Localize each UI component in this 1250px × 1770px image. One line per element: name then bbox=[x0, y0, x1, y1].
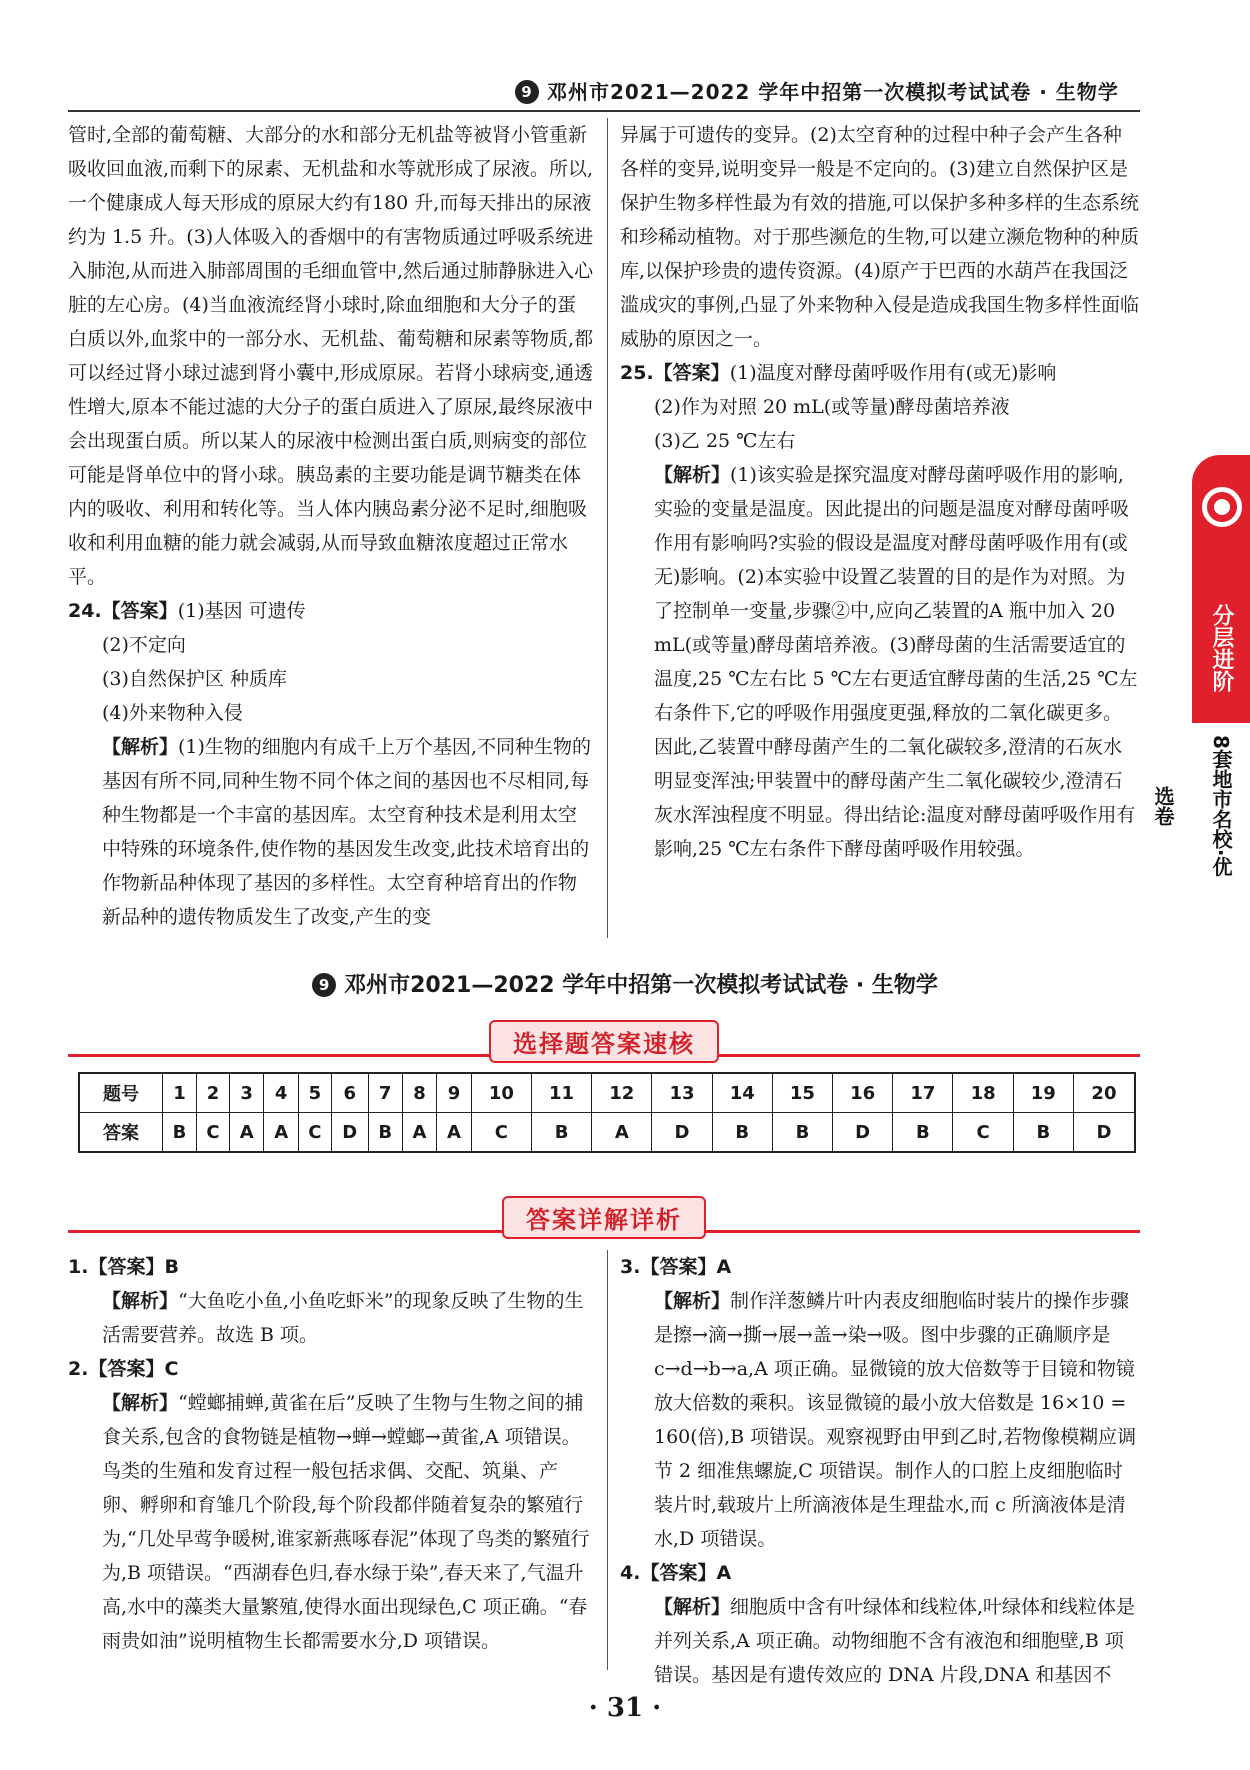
question-number-cell: 15 bbox=[772, 1073, 832, 1113]
answer-cell: B bbox=[1013, 1113, 1073, 1153]
question-number-cell: 9 bbox=[437, 1073, 472, 1113]
analysis-25: 【解析】(1)该实验是探究温度对酵母菌呼吸作用的影响,实验的变量是温度。因此提出的问题是温度对酵母菌呼吸作用有影响吗?实验的假设是温度对酵母菌呼吸作用有(或无)影响。(2)本实验中设置乙装置的目的是作为对照。为了控制单一变量,步骤②中,应向乙装置的A 瓶中加入 20 mL(或等量)酵母菌培养液。(3)酵母菌的生活需要适宜的温度,25 ℃左右比 5 ℃左右更适宜酵母菌的生活,25 ℃左右条件下,它的呼吸作用强度更强,释放的二氧化碳更多。因此,乙装置中酵母菌产生的二氧化碳较多,澄清的石灰水明显变浑浊;甲装置中的酵母菌产生二氧化碳较少,澄清石灰水浑浊程度不明显。得出结论:温度对酵母菌呼吸作用有影响,25 ℃左右条件下酵母菌呼吸作用较强。 bbox=[654, 464, 1138, 860]
table-row-label: 题号 bbox=[79, 1073, 163, 1113]
answer-cell: B bbox=[163, 1113, 197, 1153]
detail-banner-label: 答案详解详析 bbox=[502, 1196, 706, 1239]
answer-line: (4)外来物种入侵 bbox=[102, 702, 243, 724]
quick-banner bbox=[68, 1020, 1140, 1060]
top-right-column bbox=[620, 118, 1140, 866]
bottom-left-column bbox=[68, 1250, 594, 1658]
table-row-label: 答案 bbox=[79, 1113, 163, 1153]
answer-table bbox=[78, 1072, 1136, 1153]
running-header bbox=[515, 76, 1119, 105]
answer-cell: C bbox=[298, 1113, 331, 1153]
answer-24: 24.【答案】(1)基因 可遗传 bbox=[68, 600, 306, 622]
question-number-cell: 16 bbox=[833, 1073, 893, 1113]
sidebar-black-label: 8套地市名校·优选卷 bbox=[1151, 735, 1233, 877]
question-number-cell: 8 bbox=[402, 1073, 437, 1113]
paragraph: 异属于可遗传的变异。(2)太空育种的过程中种子会产生各种各样的变异,说明变异一般是不定向的。(3)建立自然保护区是保护生物多样性最为有效的措施,可以保护多种多样的生态系统和珍稀动植物。对于那些濒危的生物,可以建立濒危物种的种质库,以保护珍贵的遗传资源。(4)原产于巴西的水葫芦在我国泛滥成灾的事例,凸显了外来物种入侵是造成我国生物多样性面临威胁的原因之一。 bbox=[620, 124, 1140, 350]
answer-1: 1.【答案】B bbox=[68, 1256, 179, 1278]
section-title bbox=[0, 968, 1250, 999]
question-number-cell: 4 bbox=[264, 1073, 299, 1113]
answer-cell: B bbox=[893, 1113, 953, 1153]
answer-cell: A bbox=[437, 1113, 472, 1153]
answer-cell: A bbox=[592, 1113, 652, 1153]
sidebar-tab bbox=[1151, 455, 1250, 885]
question-number-cell: 20 bbox=[1073, 1073, 1135, 1113]
answer-cell: D bbox=[1073, 1113, 1135, 1153]
question-number-cell: 12 bbox=[592, 1073, 652, 1113]
answer-cell: B bbox=[712, 1113, 772, 1153]
question-number-cell: 17 bbox=[893, 1073, 953, 1113]
answer-4: 4.【答案】A bbox=[620, 1562, 732, 1584]
sidebar-red-label: 分层进阶 bbox=[1192, 573, 1250, 723]
answer-line: (2)作为对照 20 mL(或等量)酵母菌培养液 bbox=[654, 396, 1010, 418]
answer-cell: C bbox=[197, 1113, 230, 1153]
answer-cell: C bbox=[471, 1113, 531, 1153]
header-rule bbox=[68, 110, 1140, 112]
answer-cell: B bbox=[772, 1113, 832, 1153]
column-divider bbox=[607, 118, 608, 938]
answer-25: 25.【答案】(1)温度对酵母菌呼吸作用有(或无)影响 bbox=[620, 362, 1057, 384]
answer-cell: C bbox=[953, 1113, 1013, 1153]
answer-cell: D bbox=[833, 1113, 893, 1153]
answer-line: (3)乙 25 ℃左右 bbox=[654, 430, 796, 452]
analysis-4: 【解析】细胞质中含有叶绿体和线粒体,叶绿体和线粒体是并列关系,A 项正确。动物细胞不含有液泡和细胞壁,B 项错误。基因是有遗传效应的 DNA 片段,DNA 和基因不 bbox=[654, 1596, 1136, 1686]
answer-cell: B bbox=[531, 1113, 591, 1153]
answer-cell: A bbox=[264, 1113, 299, 1153]
target-dot bbox=[1214, 499, 1230, 515]
answer-cell: D bbox=[331, 1113, 368, 1153]
paragraph: 管时,全部的葡萄糖、大部分的水和部分无机盐等被肾小管重新吸收回血液,而剩下的尿素、无机盐和水等就形成了尿液。所以,一个健康成人每天形成的原尿大约有180 升,而每天排出的尿液约为 1.5 升。(3)人体吸入的香烟中的有害物质通过呼吸系统进入肺泡,从而进入肺部周围的毛细血管中,然后通过肺静脉进入心脏的左心房。(4)当血液流经肾小球时,除血细胞和大分子的蛋白质以外,血浆中的一部分水、无机盐、葡萄糖和尿素等物质,都可以经过肾小球过滤到肾小囊中,形成原尿。若肾小球病变,通透性增大,原本不能过滤的大分子的蛋白质进入了原尿,最终尿液中会出现蛋白质。所以某人的尿液中检测出蛋白质,则病变的部位可能是肾单位中的肾小球。胰岛素的主要功能是调节糖类在体内的吸收、利用和转化等。当人体内胰岛素分泌不足时,细胞吸收和利用血糖的能力就会减弱,从而导致血糖浓度超过正常水平。 bbox=[68, 124, 594, 588]
question-number-cell: 19 bbox=[1013, 1073, 1073, 1113]
question-number-cell: 7 bbox=[368, 1073, 402, 1113]
table-row-numbers bbox=[79, 1073, 1135, 1113]
question-number-cell: 13 bbox=[652, 1073, 712, 1113]
question-number-cell: 6 bbox=[331, 1073, 368, 1113]
quick-banner-label: 选择题答案速核 bbox=[489, 1020, 719, 1063]
question-number-cell: 2 bbox=[197, 1073, 230, 1113]
section-badge: 9 bbox=[312, 973, 336, 997]
answer-cell: A bbox=[402, 1113, 437, 1153]
analysis-3: 【解析】制作洋葱鳞片叶内表皮细胞临时装片的操作步骤是擦→滴→撕→展→盖→染→吸。图中步骤的正确顺序是c→d→b→a,A 项正确。显微镜的放大倍数等于目镜和物镜放大倍数的乘积。该显微镜的最小放大倍数是 16×10 = 160(倍),B 项错误。观察视野由甲到乙时,若物像模糊应调节 2 细准焦螺旋,C 项错误。制作人的口腔上皮细胞临时装片时,载玻片上所滴液体是生理盐水,而 c 所滴液体是清水,D 项错误。 bbox=[654, 1290, 1137, 1550]
detail-banner bbox=[68, 1196, 1140, 1236]
question-number-cell: 14 bbox=[712, 1073, 772, 1113]
answer-cell: B bbox=[368, 1113, 402, 1153]
analysis-2: 【解析】“螳螂捕蝉,黄雀在后”反映了生物与生物之间的捕食关系,包含的食物链是植物→蝉→螳螂→黄雀,A 项错误。鸟类的生殖和发育过程一般包括求偶、交配、筑巢、产卵、孵卵和育雏几个阶段,每个阶段都伴随着复杂的繁殖行为,“几处早莺争暖树,谁家新燕啄春泥”体现了鸟类的繁殖行为,B 项错误。“西湖春色归,春水绿于染”,春天来了,气温升高,水中的藻类大量繁殖,使得水面出现绿色,C 项正确。“春雨贵如油”说明植物生长都需要水分,D 项错误。 bbox=[102, 1392, 590, 1652]
bottom-right-column bbox=[620, 1250, 1140, 1692]
header-title: 邓州市2021—2022 学年中招第一次模拟考试试卷 · 生物学 bbox=[547, 80, 1119, 104]
answer-line: (3)自然保护区 种质库 bbox=[102, 668, 287, 690]
section-title-text: 邓州市2021—2022 学年中招第一次模拟考试试卷 · 生物学 bbox=[344, 973, 938, 998]
answer-cell: D bbox=[652, 1113, 712, 1153]
column-divider bbox=[607, 1250, 608, 1670]
table-row-answers bbox=[79, 1113, 1135, 1153]
answer-cell: A bbox=[229, 1113, 264, 1153]
analysis-1: 【解析】“大鱼吃小鱼,小鱼吃虾米”的现象反映了生物的生活需要营养。故选 B 项。 bbox=[102, 1290, 584, 1346]
analysis-24: 【解析】(1)生物的细胞内有成千上万个基因,不同种生物的基因有所不同,同种生物不同个体之间的基因也不尽相同,每种生物都是一个丰富的基因库。太空育种技术是利用太空中特殊的环境条件,使作物的基因发生改变,此技术培育出的作物新品种体现了基因的多样性。太空育种培育出的作物新品种的遗传物质发生了改变,产生的变 bbox=[102, 736, 591, 928]
question-number-cell: 1 bbox=[163, 1073, 197, 1113]
answer-3: 3.【答案】A bbox=[620, 1256, 732, 1278]
header-badge: 9 bbox=[515, 80, 539, 104]
question-number-cell: 10 bbox=[471, 1073, 531, 1113]
top-left-column bbox=[68, 118, 594, 934]
answer-line: (2)不定向 bbox=[102, 634, 186, 656]
target-logo bbox=[1192, 455, 1250, 573]
page-number: · 31 · bbox=[588, 1693, 662, 1723]
answer-2: 2.【答案】C bbox=[68, 1358, 179, 1380]
question-number-cell: 18 bbox=[953, 1073, 1013, 1113]
question-number-cell: 11 bbox=[531, 1073, 591, 1113]
question-number-cell: 3 bbox=[229, 1073, 264, 1113]
question-number-cell: 5 bbox=[298, 1073, 331, 1113]
